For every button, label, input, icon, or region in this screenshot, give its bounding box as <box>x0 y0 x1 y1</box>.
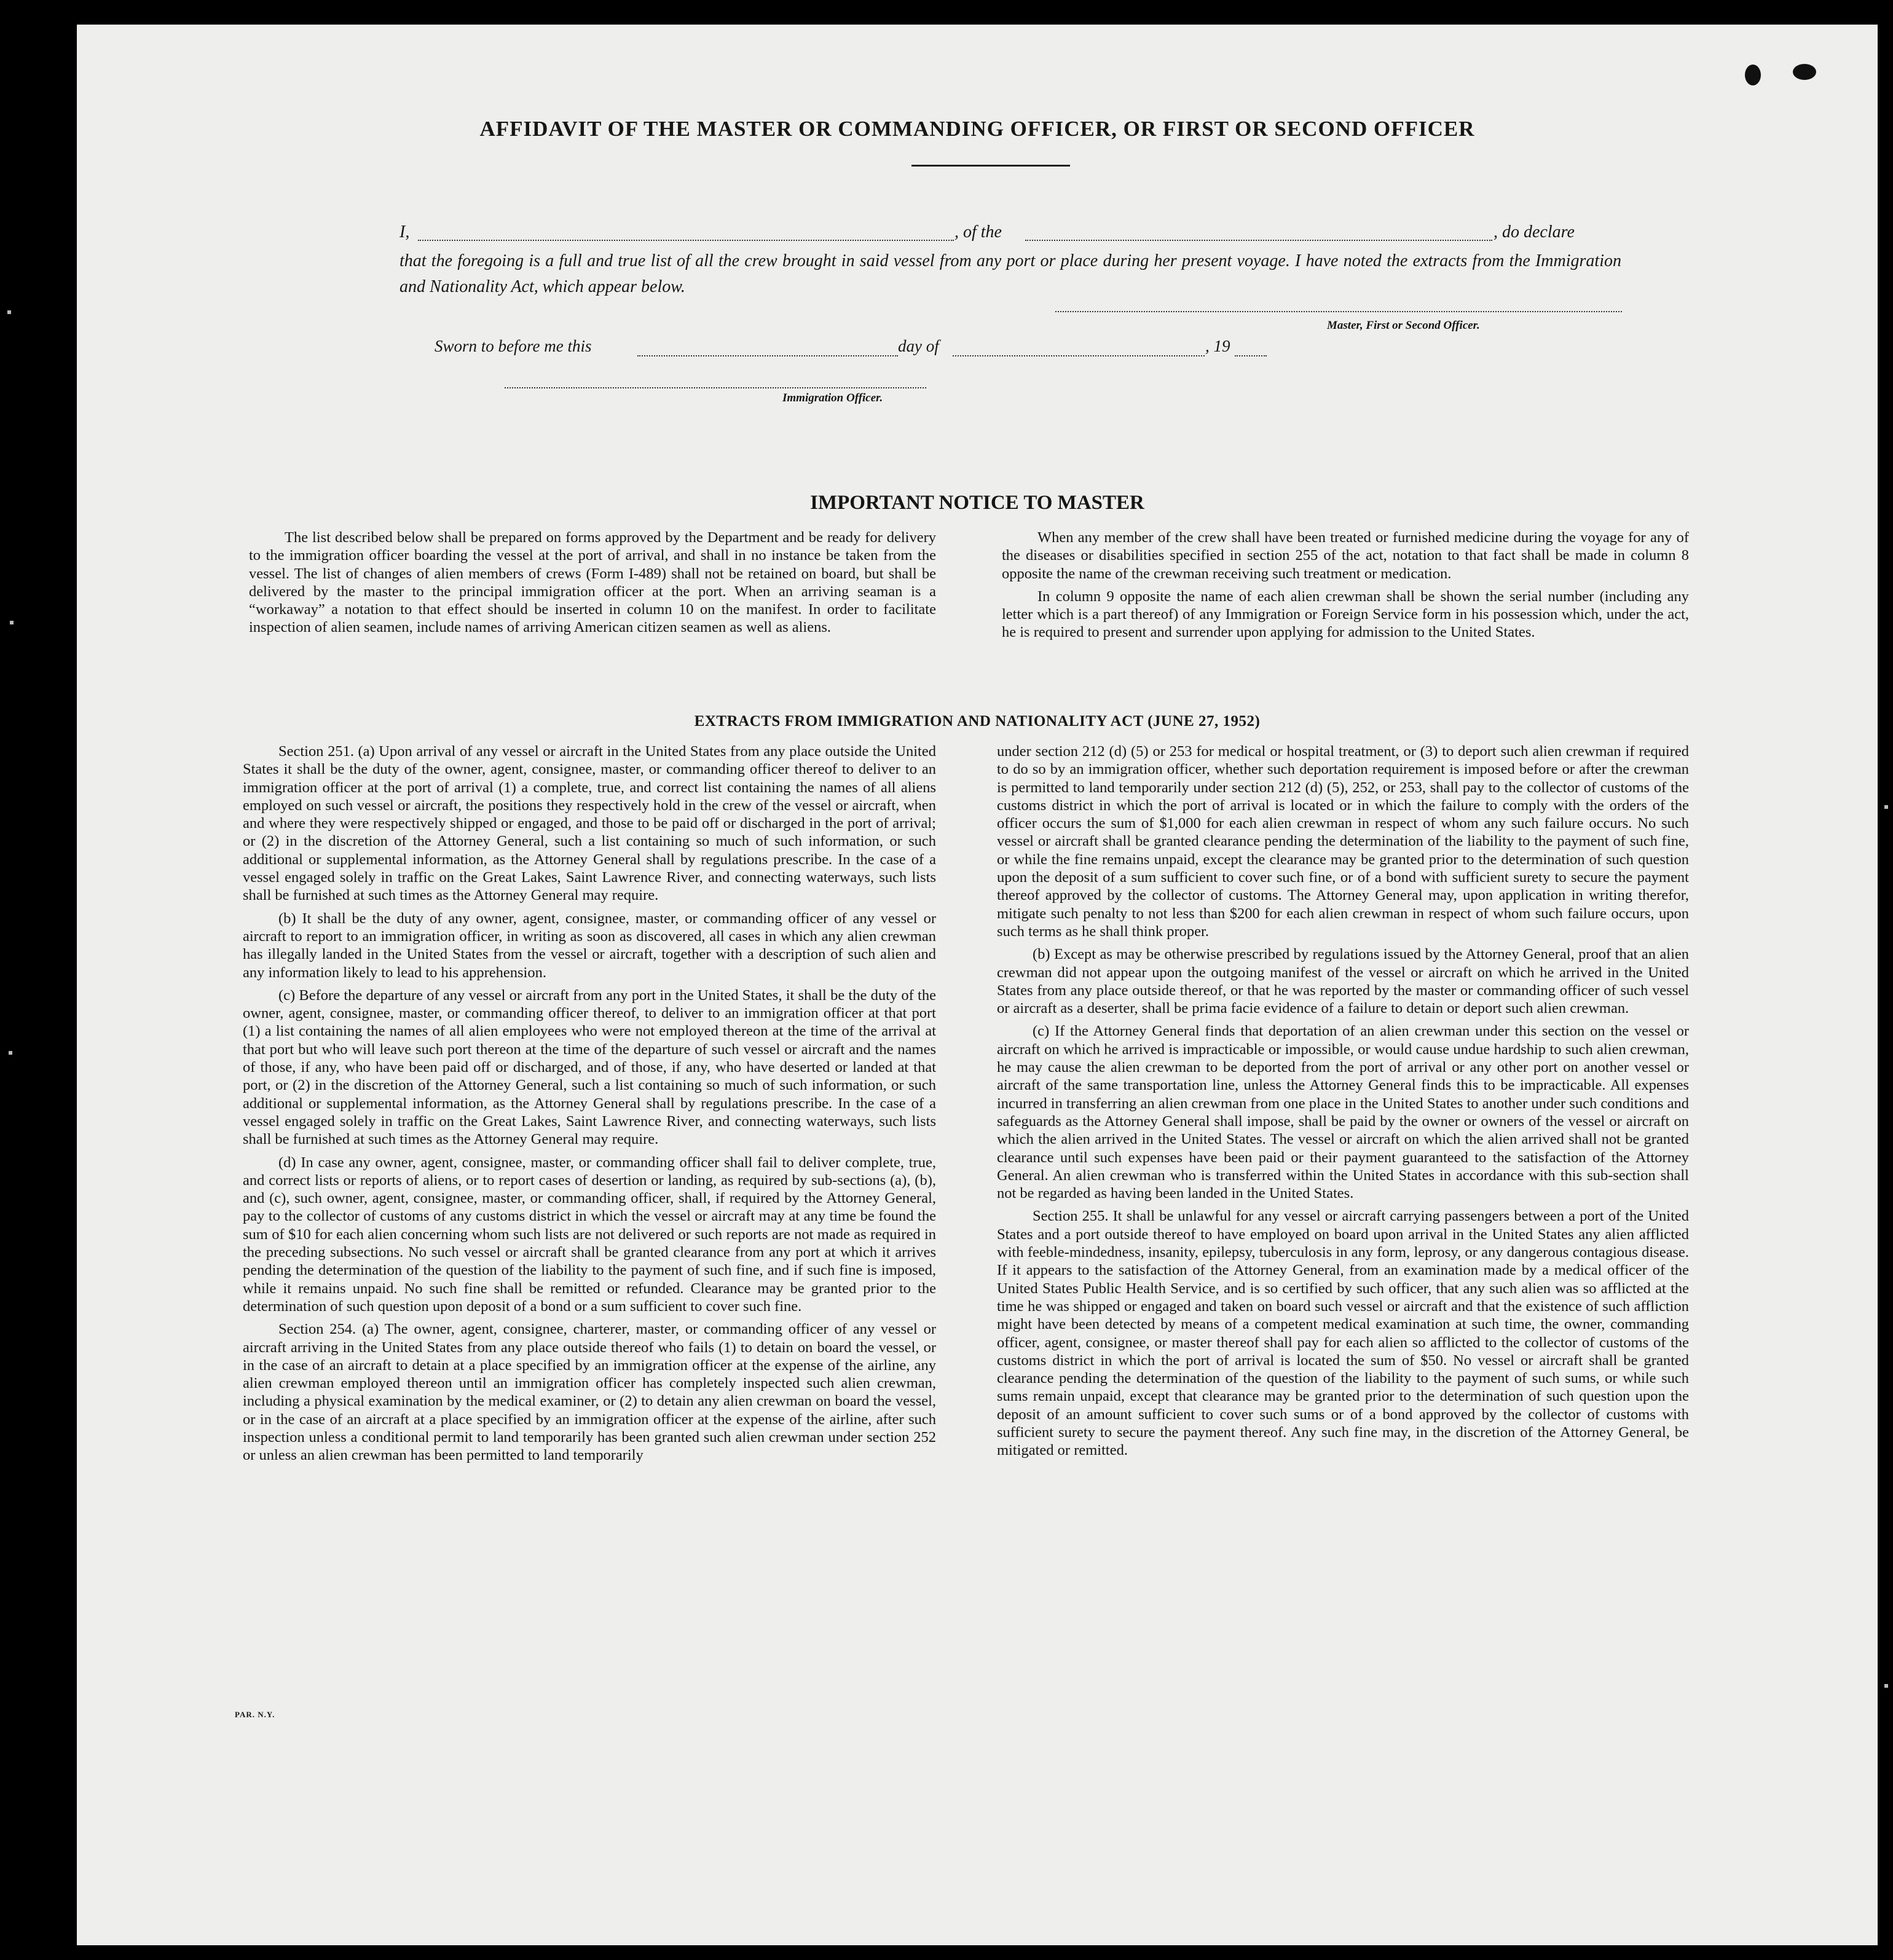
sworn-day-of-label: day of <box>898 337 939 355</box>
master-signature-line[interactable] <box>1055 311 1622 312</box>
vessel-blank[interactable] <box>1025 240 1492 241</box>
punch-hole-mark <box>1793 64 1816 80</box>
scan-edge-mark <box>7 310 11 314</box>
sworn-year-blank[interactable] <box>1235 355 1267 356</box>
extract-paragraph: (b) Except as may be otherwise prescribed by regulations issued by the Attorney General, proof that an alien crewman did not appear upon the outgoing manifest of the vessel or aircraft on which he arrived in the United States from any place outside thereof, or that he was reported by the master or commanding officer of such vessel or aircraft as a deserter, shall be prima facie evidence of a failure to detain or deport such alien crewman. <box>997 946 1689 1017</box>
declaration-of-the-label: , of the <box>954 222 1002 242</box>
punch-hole-mark <box>1745 65 1761 85</box>
master-signature-label: Master, First or Second Officer. <box>1327 319 1480 332</box>
notice-title: IMPORTANT NOTICE TO MASTER <box>810 492 1144 514</box>
extract-paragraph: Section 254. (a) The owner, agent, consignee, charterer, master, or commanding officer of any vessel or aircraft arriving in the United States from any place outside thereof who fails (1) to detain on board the vessel, or in the case of an aircraft to detain at a place specified by an immigration officer at the expense of the airline, any alien crewman employed thereon until an immigration officer has completely inspected such alien crewman, including a physical examination by the medical examiner, or (2) to detain any alien crewman on board the vessel, or in the case of an aircraft at a place specified by an immigration officer at the expense of the airline, after such inspection unless a conditional permit to land temporarily has been granted such alien crewman under section 252 or unless an alien crewman has been permitted to land temporarily <box>243 1321 936 1464</box>
notice-left-column <box>249 529 936 642</box>
immigration-officer-label: Immigration Officer. <box>782 392 883 404</box>
immigration-officer-signature-line[interactable] <box>505 387 926 388</box>
declaration-i-label: I, <box>399 222 410 242</box>
sworn-day-blank[interactable] <box>637 355 898 356</box>
scan-edge-mark <box>10 621 14 624</box>
extracts-title: EXTRACTS FROM IMMIGRATION AND NATIONALITY ACT (JUNE 27, 1952) <box>694 713 1261 730</box>
declaration-line <box>399 222 1621 246</box>
extract-paragraph: Section 251. (a) Upon arrival of any vessel or aircraft in the United States from any place outside the United States it shall be the duty of the owner, agent, consignee, master, or commanding officer thereof to deliver to an immigration officer at the port of arrival (1) a complete, true, and correct list containing the names of all aliens employed on such vessel or aircraft, the positions they respectively hold in the crew of the vessel or aircraft, when and where they were respectively shipped or engaged, and those to be paid off or discharged in the port of arrival; or (2) in the discretion of the Attorney General, such a list containing so much of such information, or such additional or supplemental information, as the Attorney General shall by regulations prescribe. In the case of a vessel engaged solely in traffic on the Great Lakes, Saint Lawrence River, and connecting waterways, such lists shall be furnished at such times as the Attorney General may require. <box>243 743 936 904</box>
sworn-month-blank[interactable] <box>953 355 1205 356</box>
sworn-year-prefix: , 19 <box>1205 337 1230 355</box>
printer-mark: PAR. N.Y. <box>235 1710 275 1719</box>
notice-right-paragraph: When any member of the crew shall have been treated or furnished medicine during the voyage for any of the diseases or disabilities specified in section 255 of the act, notation to that fact shall be made in column 8 opposite the name of the crewman receiving such treatment or medication. <box>1002 529 1689 582</box>
extract-paragraph: (c) Before the departure of any vessel or aircraft from any port in the United States, it shall be the duty of the owner, agent, consignee, master, or commanding officer thereof, to deliver to an immigration officer at that port (1) a list containing the names of all alien employees who were not employed thereon at the time of the arrival at that port but who will leave such port thereon at the time of the departure of such vessel or aircraft and the names of those, if any, who have been paid off or discharged, and of those, if any, who have deserted or landed at that port, or (2) in the discretion of the Attorney General, such a list containing so much of such information, or such additional or supplemental information, as the Attorney General shall by regulations prescribe. In the case of a vessel engaged solely in traffic on the Great Lakes, Saint Lawrence River, and connecting waterways, such lists shall be furnished at such times as the Attorney General may require. <box>243 986 936 1148</box>
notice-left-paragraph: The list described below shall be prepared on forms approved by the Department and be ready for delivery to the immigration officer boarding the vessel at the port of arrival, and shall in no instance be taken from the vessel. The list of changes of alien members of crews (Form I-489) shall not be retained on board, but shall be delivered by the master to the principal immigration officer at the port. When an arriving seaman is a “workaway” a notation to that effect should be inserted in column 10 on the manifest. In order to facilitate inspection of alien seamen, include names of arriving American citizen seamen as well as aliens. <box>249 529 936 636</box>
affidavit-title: AFFIDAVIT OF THE MASTER OR COMMANDING OFFICER, OR FIRST OR SECOND OFFICER <box>479 117 1475 141</box>
extract-paragraph: (b) It shall be the duty of any owner, agent, consignee, master, or commanding officer of any vessel or aircraft to report to an immigration officer, in writing as soon as discovered, all cases in which any alien crewman has illegally landed in the United States from the vessel or aircraft, together with a description of such alien and any information likely to lead to his apprehension. <box>243 910 936 981</box>
extracts-right-column <box>997 742 1689 1465</box>
notice-right-column <box>1002 529 1689 647</box>
scan-edge-mark <box>1884 1684 1888 1688</box>
declaration-text: that the foregoing is a full and true list of all the crew brought in said vessel from any port or place during her present voyage. I have noted the extracts from the Immigration and Nationality Act, which appear below. <box>399 251 1621 296</box>
scan-edge-mark <box>1884 805 1888 809</box>
document-page <box>77 25 1878 1945</box>
title-underline <box>911 165 1070 167</box>
extracts-left-column <box>243 742 936 1470</box>
name-blank[interactable] <box>418 240 954 241</box>
scan-edge-mark <box>9 1051 12 1055</box>
notice-right-paragraph: In column 9 opposite the name of each alien crewman shall be shown the serial number (including any letter which is a part thereof) of any Immigration or Foreign Service form in his possession which, under the act, he is required to present and surrender upon applying for admission to the United States. <box>1002 588 1689 641</box>
sworn-prefix: Sworn to before me this <box>435 337 592 355</box>
extract-paragraph: Section 255. It shall be unlawful for any vessel or aircraft carrying passengers between a port of the United States and a port outside thereof to have employed on board upon arrival in the United States any alien afflicted with feeble-mindedness, insanity, epilepsy, tuberculosis in any form, leprosy, or any dangerous contagious disease. If it appears to the satisfaction of the Attorney General, from an examination made by a medical officer of the United States Public Health Service, and is so certified by such officer, that any such alien was so afflicted at the time he was shipped or engaged and taken on board such vessel or aircraft and that the existence of such affliction might have been detected by means of a competent medical examination at such time, the owner, commanding officer, agent, consignee, or master thereof shall pay for each alien so afflicted to the collector of customs of the customs district in which the port of arrival is located the sum of $50. No vessel or aircraft shall be granted clearance pending the determination of the question of the liability to the payment of such sums, or while such sums remain unpaid, except that clearance may be granted prior to the determination of such question upon the deposit of an amount sufficient to cover such sums or of a bond approved by the collector of customs with sufficient surety to secure the payment thereof. Any such fine may, in the discretion of the Attorney General, be mitigated or remitted. <box>997 1208 1689 1459</box>
declaration-do-declare-label: , do declare <box>1494 222 1575 242</box>
extract-paragraph: (d) In case any owner, agent, consignee, master, or commanding officer shall fail to deliver complete, true, and correct lists or reports of aliens, or to report cases of desertion or landing, as required by sub-sections (a), (b), and (c), such owner, agent, consignee, master, or commanding officer, shall, if required by the Attorney General, pay to the collector of customs of any customs district in which the vessel or aircraft may at any time be found the sum of $10 for each alien concerning whom such lists are not delivered or such reports are not made as required in the preceding subsections. No such vessel or aircraft shall be granted clearance from any port at which it arrives pending the determination of the question of the liability to the payment of such fine, and if such fine is imposed, while it remains unpaid. No such fine shall be remitted or refunded. Clearance may be granted prior to the determination of such question upon deposit of a bond or a sum sufficient to cover such fine. <box>243 1154 936 1315</box>
extract-paragraph: (c) If the Attorney General finds that deportation of an alien crewman under this section on the vessel or aircraft on which he arrived is impracticable or impossible, or would cause undue hardship to such alien crewman, he may cause the alien crewman to be deported from the port of arrival or any other port on another vessel or aircraft of the same transportation line, unless the Attorney General finds this to be impracticable. All expenses incurred in transferring an alien crewman from one place in the United States to another under such conditions and safeguards as the Attorney General shall impose, shall be paid by the owner or owners of the vessel or aircraft on which the alien arrived in the United States. The vessel or aircraft on which the alien arrived shall not be granted clearance until such expenses have been paid or their payment guaranteed to the satisfaction of the Attorney General. An alien crewman who is transferred within the United States in accordance with this sub-section shall not be regarded as having been landed in the United States. <box>997 1023 1689 1202</box>
extract-paragraph: under section 212 (d) (5) or 253 for medical or hospital treatment, or (3) to deport such alien crewman if required to do so by an immigration officer, whether such deportation requirement is imposed before or after the crewman is permitted to land temporarily under section 212 (d) (5), 252, or 253, shall pay to the collector of customs of the customs district in which the port of arrival is located or in which the failure to comply with the orders of the officer occurs the sum of $1,000 for each alien crewman in respect of whom any such failure occurs. No such vessel or aircraft shall be granted clearance pending the determination of the liability to the payment of such fine, or while the fine remains unpaid, except the clearance may be granted prior to the determination of such question upon the deposit of a sum sufficient to cover such fine, or of a bond with sufficient surety to secure the payment thereof approved by the collector of customs. The Attorney General may, upon application in writing therefor, mitigate such penalty to not less than $200 for each alien crewman in respect of whom such failure occurs, upon such terms as he shall think proper. <box>997 743 1689 940</box>
